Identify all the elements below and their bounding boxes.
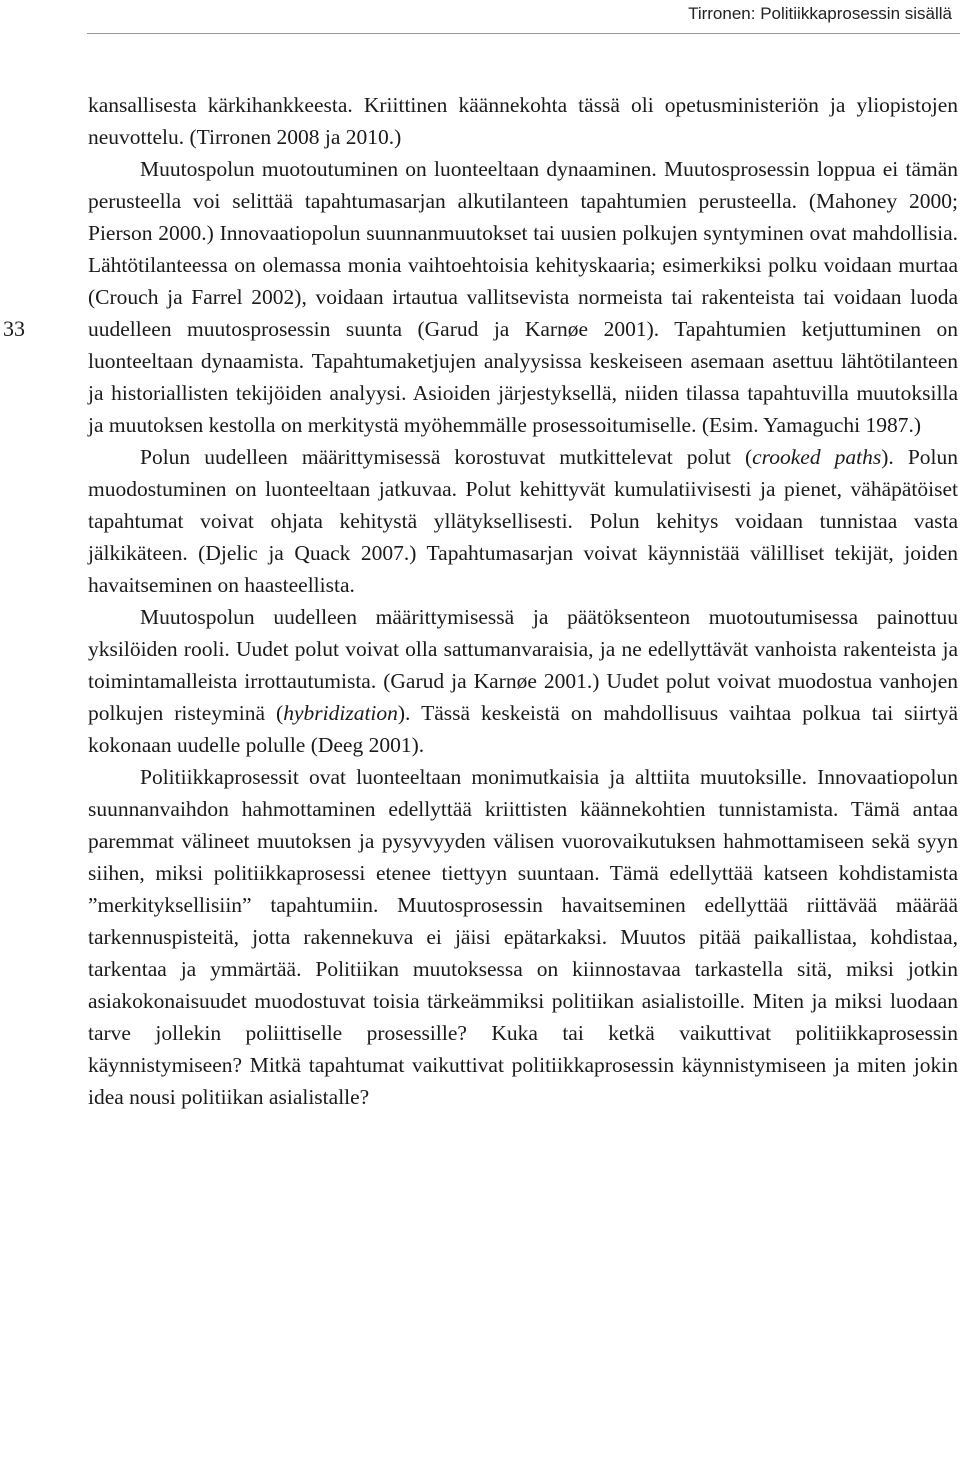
body-text	[88, 89, 958, 1113]
paragraph-continuation: kansallisesta kärkihankkeesta. Kriittinen käännekohta tässä oli opetusministeriön ja yliopistojen neuvottelu. (Tirronen 2008 ja 2010.)	[88, 93, 958, 149]
paragraph-text: Muutospolun uudelleen määrittymisessä ja päätöksenteon muotoutumisessa painottuu yksilöiden rooli. Uudet polut voivat olla sattumanvaraisia, ja ne edellyttävät vanhoista rakenteista ja toimintamalleista irrottautumista. (Garud ja Karnøe 2001.) Uudet polut voivat muodostua vanhojen polkujen risteyminä (	[88, 605, 958, 725]
page-number: 33	[3, 316, 25, 341]
paragraph	[88, 441, 958, 601]
italic-term: hybridization	[283, 701, 398, 725]
paragraph-text: Polun uudelleen määrittymisessä korostuvat mutkittelevat polut (	[140, 445, 753, 469]
paragraph-text: ). Polun muodostuminen on luonteeltaan jatkuvaa. Polut kehittyvät kumulatiivisesti ja pienet, vähäpätöiset tapahtumat voivat ohjata kehitystä yllätyksellisesti. Polun kehitys voidaan tunnistaa vasta jälkikäteen. (Djelic ja Quack 2007.) Tapahtumasarjan voivat käynnistää välilliset tekijät, joiden havaitseminen on haasteellista.	[88, 445, 958, 597]
running-header: Tirronen: Politiikkaprosessin sisällä	[688, 4, 952, 23]
paragraph: Politiikkaprosessit ovat luonteeltaan monimutkaisia ja alttiita muutoksille. Innovaatiopolun suunnanvaihdon hahmottaminen edellyttää kriittisten käännekohtien tunnistamista. Tämä antaa paremmat välineet muutoksen ja pysyvyyden välisen vuorovaikutuksen hahmottamiseen sekä syyn siihen, miksi politiikkaprosessi etenee tiettyyn suuntaan. Tämä edellyttää katseen kohdistamista ”merkityksellisiin” tapahtumiin. Muutosprosessin havaitseminen edellyttää riittävää määrää tarkennuspisteitä, jotta rakennekuva ei jäisi epätarkaksi. Muutos pitää paikallistaa, kohdistaa, tarkentaa ja ymmärtää. Politiikan muutoksessa on kiinnostavaa tarkastella sitä, miksi jotkin asiakokonaisuudet muodostuvat toisia tärkeämmiksi politiikan asialistoille. Miten ja miksi luodaan tarve jollekin poliittiselle prosessille? Kuka tai ketkä vaikuttivat politiikkaprosessin käynnistymiseen? Mitkä tapahtumat vaikuttivat politiikkaprosessin käynnistymiseen ja miten jokin idea nousi politiikan asialistalle?	[88, 765, 958, 1109]
paragraph-text: ). Tässä keskeistä on mahdollisuus vaihtaa polkua tai siirtyä kokonaan uudelle polulle (Deeg 2001).	[88, 701, 959, 757]
italic-term: crooked paths	[752, 445, 882, 469]
paragraph	[88, 601, 958, 761]
header-rule	[87, 33, 960, 34]
paragraph: Muutospolun muotoutuminen on luonteeltaan dynaaminen. Muutosprosessin loppua ei tämän perusteella voi selittää tapahtumasarjan alkutilanteen tapahtumien perusteella. (Mahoney 2000; Pierson 2000.) Innovaatiopolun suunnanmuutokset tai uusien polkujen syntyminen ovat mahdollisia. Lähtötilanteessa on olemassa monia vaihtoehtoisia kehityskaaria; esimerkiksi polku voidaan murtaa (Crouch ja Farrel 2002), voidaan irtautua vallitsevista normeista tai rakenteista tai voidaan luoda uudelleen muutosprosessin suunta (Garud ja Karnøe 2001). Tapahtumien ketjuttuminen on luonteeltaan dynaamista. Tapahtumaketjujen analyysissa keskeiseen asemaan asettuu lähtötilanteen ja historiallisten tekijöiden analyysi. Asioiden järjestyksellä, niiden tilassa tapahtuvilla muutoksilla ja muutoksen kestolla on merkitystä myöhemmälle prosessoitumiselle. (Esim. Yamaguchi 1987.)	[88, 157, 958, 437]
